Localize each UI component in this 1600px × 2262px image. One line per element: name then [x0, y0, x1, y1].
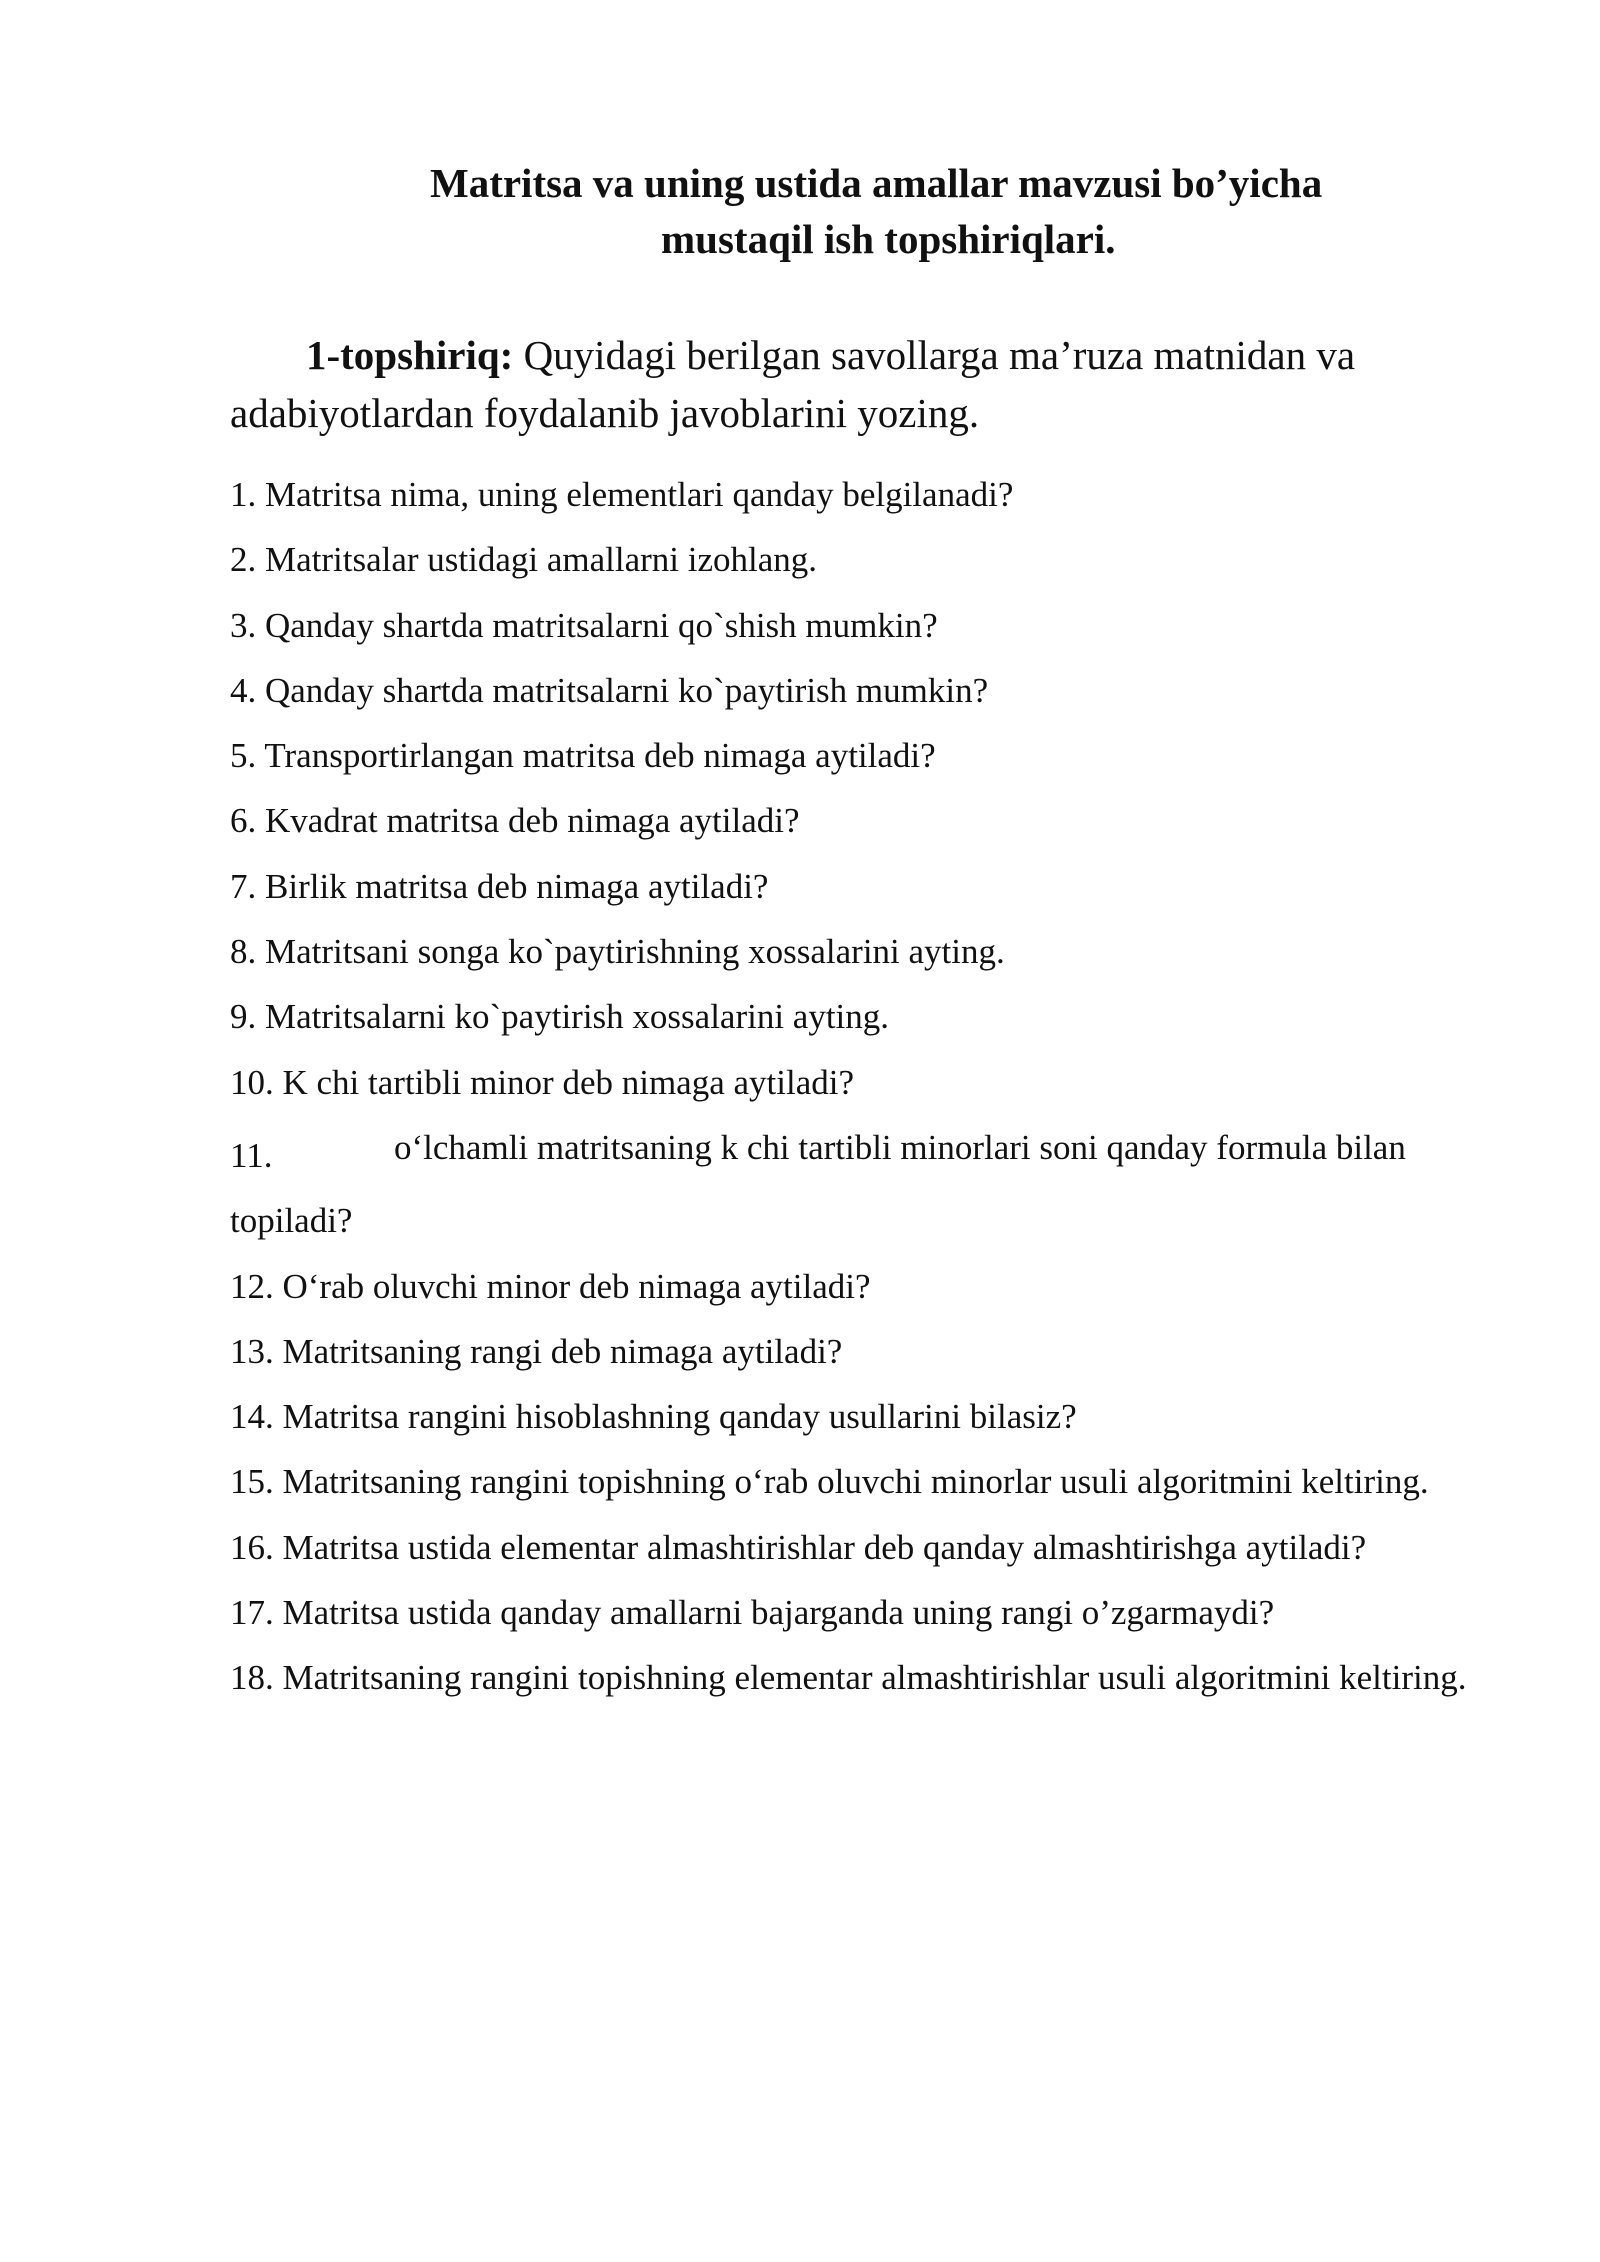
question-item: 3. Qanday shartda matritsalarni qo`shish mumkin?	[230, 605, 938, 645]
question-item: 5. Transportirlangan matritsa deb nimaga aytiladi?	[230, 736, 936, 776]
question-item: 12. O‘rab oluvchi minor deb nimaga aytiladi?	[230, 1266, 871, 1306]
question-list	[230, 462, 1495, 1711]
question-item: 7. Birlik matritsa deb nimaga aytiladi?	[230, 866, 769, 906]
question-item: 2. Matritsalar ustidagi amallarni izohlang.	[230, 540, 818, 580]
question-item: 13. Matritsaning rangi deb nimaga aytiladi?	[230, 1331, 843, 1371]
question-text-line-1: o‘lchamli matritsaning k chi tartibli minorlari soni qanday formula bilan	[394, 1127, 1406, 1167]
question-item: 16. Matritsa ustida elementar almashtirishlar deb qanday almashtirishga aytiladi?	[230, 1527, 1367, 1567]
question-item: 15. Matritsaning rangini topishning o‘rab oluvchi minorlar usuli algoritmini keltiring.	[230, 1462, 1429, 1502]
question-item: 18. Matritsaning rangini topishning elementar almashtirishlar usuli algoritmini keltiring.	[230, 1658, 1467, 1698]
question-text-line-2: topiladi?	[230, 1201, 353, 1241]
question-item: 9. Matritsalarni ko`paytirish xossalarini ayting.	[230, 997, 890, 1037]
task-text-line-2: adabiyotlardan foydalanib javoblarini yozing.	[230, 390, 980, 436]
task-text-line-1: Quyidagi berilgan savollarga ma’ruza matnidan va	[523, 332, 1356, 378]
question-item: 8. Matritsani songa ko`paytirishning xossalarini ayting.	[230, 932, 1005, 972]
title-line-2: mustaqil ish topshiriqlari.	[661, 216, 1116, 262]
question-number: 11.	[230, 1135, 273, 1175]
question-item: 4. Qanday shartda matritsalarni ko`paytirish mumkin?	[230, 670, 989, 710]
question-item	[230, 1115, 1495, 1254]
question-item: 17. Matritsa ustida qanday amallarni bajarganda uning rangi o’zgarmaydi?	[230, 1593, 1275, 1633]
question-item: 14. Matritsa rangini hisoblashning qanday usullarini bilasiz?	[230, 1397, 1077, 1437]
question-item: 10. K chi tartibli minor deb nimaga aytiladi?	[230, 1062, 855, 1102]
question-item: 1. Matritsa nima, uning elementlari qanday belgilanadi?	[230, 475, 1014, 514]
task-label: 1-topshiriq:	[306, 332, 514, 378]
task-intro	[230, 326, 1500, 442]
question-item: 6. Kvadrat matritsa deb nimaga aytiladi?	[230, 801, 800, 841]
task-intro-line-1	[230, 326, 1500, 384]
title-line-1: Matritsa va uning ustida amallar mavzusi bo’yicha	[430, 160, 1323, 206]
